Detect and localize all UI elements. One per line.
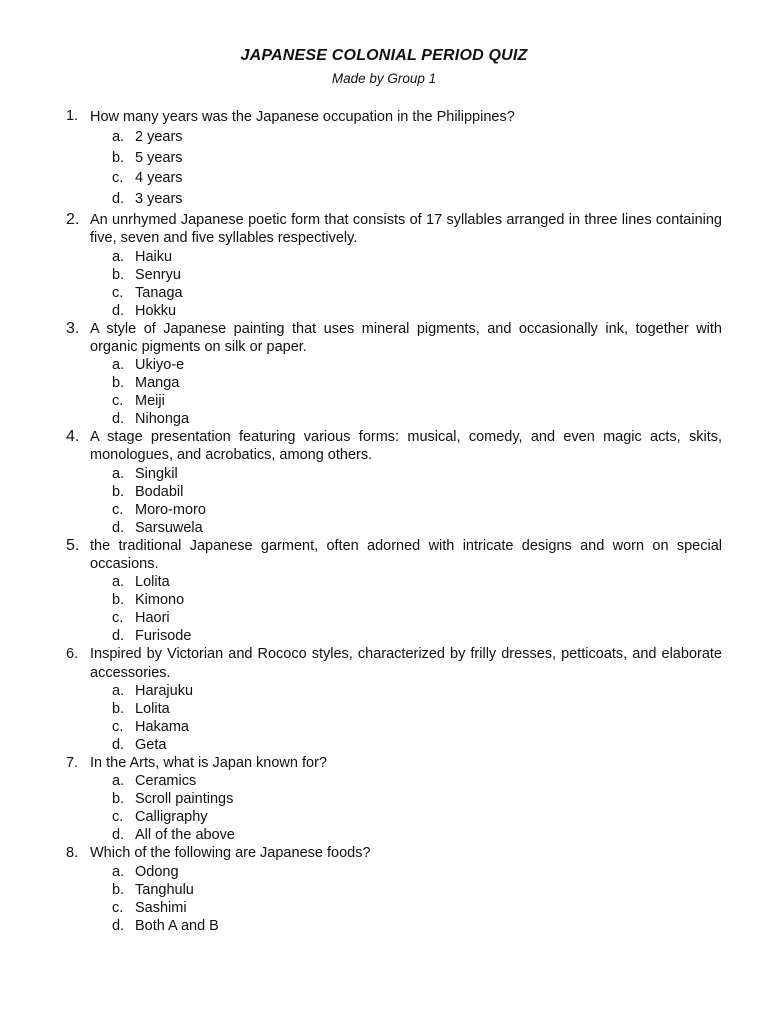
option-list	[90, 127, 722, 209]
option-letter: c.	[112, 610, 124, 627]
question-number: 7.	[66, 754, 79, 771]
option-item	[112, 127, 722, 148]
option-text: Moro-moro	[135, 501, 206, 518]
option-letter: d.	[112, 411, 125, 428]
option-list	[90, 356, 722, 428]
option-item	[112, 248, 722, 266]
option-item	[112, 790, 722, 808]
option-item	[112, 591, 722, 609]
question-text: the traditional Japanese garment, often adorned with intricate designs and worn on special occasions.	[90, 537, 722, 573]
question-8	[66, 844, 722, 934]
option-letter: d.	[112, 917, 125, 934]
option-text: Calligraphy	[135, 809, 208, 826]
option-letter: b.	[112, 375, 125, 392]
question-text: A stage presentation featuring various forms: musical, comedy, and even magic acts, skits, monologues, and acrobatics, among others.	[90, 429, 722, 464]
option-list	[90, 682, 722, 754]
page-subtitle: Made by Group 1	[331, 71, 437, 86]
option-letter: c.	[112, 809, 124, 826]
option-text: Tanghulu	[135, 881, 194, 898]
option-text: Furisode	[135, 628, 192, 645]
question-number: 5.	[66, 536, 80, 554]
option-text: Ukiyo-e	[135, 357, 185, 374]
option-text: Harajuku	[135, 682, 194, 699]
option-letter: b.	[112, 266, 125, 283]
question-text: An unrhymed Japanese poetic form that consists of 17 syllables arranged in three lines containing five, seven and five syllables respectively.	[90, 212, 722, 247]
option-letter: d.	[112, 736, 125, 753]
option-item	[112, 627, 722, 645]
option-letter: c.	[112, 170, 124, 186]
option-item	[112, 501, 722, 519]
option-item	[112, 266, 722, 284]
option-item	[112, 519, 722, 537]
question-number: 8.	[66, 845, 79, 862]
option-text: Haori	[135, 610, 170, 627]
option-letter: a.	[112, 682, 125, 699]
question-3	[66, 320, 722, 429]
option-text: Geta	[135, 736, 167, 753]
option-item	[112, 302, 722, 320]
option-list	[90, 772, 722, 844]
question-5	[66, 537, 722, 646]
option-text: Lolita	[135, 700, 170, 717]
option-item	[112, 736, 722, 754]
option-letter: d.	[112, 190, 125, 207]
option-text: Lolita	[135, 574, 170, 591]
option-item	[112, 917, 722, 935]
option-text: Nihonga	[135, 411, 190, 428]
option-item	[112, 682, 722, 700]
option-item	[112, 410, 722, 428]
option-letter: b.	[112, 592, 125, 609]
option-text: Senryu	[135, 266, 181, 283]
option-item	[112, 189, 722, 210]
option-item	[112, 881, 722, 899]
option-letter: a.	[112, 129, 125, 145]
option-letter: d.	[112, 628, 125, 645]
option-text: All of the above	[135, 827, 235, 844]
question-list	[66, 107, 722, 935]
question-2	[66, 211, 722, 320]
option-text: 5 years	[135, 149, 183, 166]
option-letter: c.	[112, 718, 124, 735]
option-letter: d.	[112, 519, 125, 536]
question-6	[66, 645, 722, 754]
option-text: Bodabil	[135, 483, 184, 500]
option-item	[112, 374, 722, 392]
option-text: Ceramics	[135, 773, 197, 790]
option-text: 3 years	[135, 190, 183, 207]
option-text: Meiji	[135, 393, 165, 410]
option-list	[90, 573, 722, 645]
option-list	[90, 465, 722, 537]
question-number: 1.	[66, 108, 79, 124]
question-text: Inspired by Victorian and Rococo styles, characterized by frilly dresses, petticoats, and elaborate accessories.	[90, 646, 722, 681]
option-list	[90, 863, 722, 935]
option-text: Hokku	[135, 302, 177, 319]
option-letter: d.	[112, 302, 125, 319]
option-text: Sarsuwela	[135, 519, 203, 536]
option-item	[112, 700, 722, 718]
option-item	[112, 609, 722, 627]
option-text: 2 years	[135, 129, 183, 145]
option-text: Kimono	[135, 592, 185, 609]
option-text: Scroll paintings	[135, 791, 234, 808]
option-text: Hakama	[135, 718, 189, 735]
option-item	[112, 483, 722, 501]
question-1	[66, 107, 722, 209]
option-item	[112, 718, 722, 736]
option-letter: b.	[112, 700, 125, 717]
question-4	[66, 428, 722, 537]
option-item	[112, 284, 722, 302]
question-number: 2.	[66, 211, 80, 228]
option-letter: a.	[112, 863, 125, 880]
option-item	[112, 148, 722, 169]
option-text: Odong	[135, 863, 179, 880]
option-list	[90, 248, 722, 320]
option-letter: c.	[112, 899, 124, 916]
option-item	[112, 826, 722, 844]
option-item	[112, 899, 722, 917]
option-letter: a.	[112, 248, 125, 265]
question-text: How many years was the Japanese occupation in the Philippines?	[90, 109, 515, 125]
option-item	[112, 392, 722, 410]
question-number: 6.	[66, 646, 79, 663]
option-text: Singkil	[135, 465, 178, 482]
option-item	[112, 772, 722, 790]
option-letter: c.	[112, 501, 124, 518]
option-letter: b.	[112, 149, 125, 166]
option-text: Tanaga	[135, 284, 183, 301]
option-letter: a.	[112, 465, 125, 482]
option-letter: a.	[112, 574, 125, 591]
option-text: Manga	[135, 375, 180, 392]
question-text: A style of Japanese painting that uses mineral pigments, and occasionally ink, together with organic pigments on silk or paper.	[90, 320, 722, 355]
option-item	[112, 573, 722, 591]
option-item	[112, 168, 722, 189]
option-letter: c.	[112, 393, 124, 410]
question-number: 4.	[66, 428, 80, 446]
question-text: In the Arts, what is Japan known for?	[90, 754, 327, 771]
question-7	[66, 754, 722, 844]
option-item	[112, 808, 722, 826]
page-title: JAPANESE COLONIAL PERIOD QUIZ	[240, 47, 528, 64]
option-item	[112, 863, 722, 881]
option-text: 4 years	[135, 170, 183, 186]
option-text: Both A and B	[135, 917, 219, 934]
option-letter: a.	[112, 773, 125, 790]
option-letter: b.	[112, 483, 125, 500]
option-item	[112, 356, 722, 374]
option-letter: a.	[112, 357, 125, 374]
option-letter: b.	[112, 791, 125, 808]
option-text: Haiku	[135, 248, 173, 265]
question-number: 3.	[66, 319, 80, 337]
option-text: Sashimi	[135, 899, 187, 916]
question-text: Which of the following are Japanese foods?	[90, 845, 371, 862]
option-letter: d.	[112, 827, 125, 844]
option-item	[112, 465, 722, 483]
option-letter: b.	[112, 881, 125, 898]
option-letter: c.	[112, 284, 124, 301]
